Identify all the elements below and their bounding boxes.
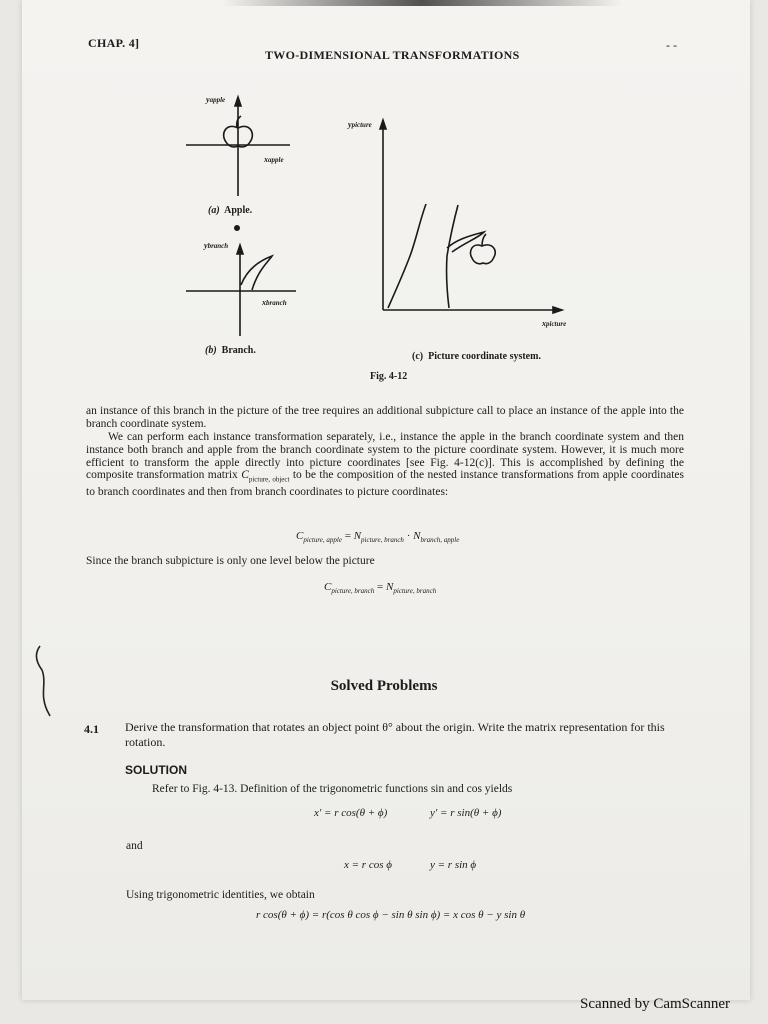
tree-trunk-left bbox=[388, 204, 426, 308]
picture-y-label: ypicture bbox=[348, 120, 372, 129]
paragraph-3: Since the branch subpicture is only one level below the picture bbox=[86, 555, 375, 567]
paragraph-2: We can perform each instance transformation separately, i.e., instance the apple in the branch coordinate system and then instance both branch and apple from the branch coordinate system to the picture coordinate system. However, it is much more efficient to transform the apple directly into picture coordinates [see Fig. 4-12(c)]. This is accomplished by defining the composite transformation matrix $C_{picture, object}$ to be the composition of the nested instance transformations from apple coordinates to branch coordinates and then from branch coordinates to picture coordinates: bbox=[86, 431, 684, 499]
equation-identity: r cos(θ + ϕ) = r(cos θ cos ϕ − sin θ sin ϕ) = x cos θ − y sin θ bbox=[256, 909, 526, 921]
equation-original-x: x = r cos ϕ bbox=[344, 859, 392, 871]
apple-y-arrow bbox=[235, 97, 241, 106]
picture-x-label: xpicture bbox=[542, 319, 567, 328]
picture-x-arrow bbox=[553, 307, 562, 313]
apple-x-label: xapple bbox=[264, 155, 284, 164]
caption-b: (b) Branch. bbox=[205, 345, 256, 356]
paragraph-1: an instance of this branch in the picture of the tree requires an additional subpicture call to place an instance of the apple into the branch coordinate system. bbox=[86, 405, 684, 430]
section-title: Solved Problems bbox=[330, 678, 438, 694]
branch-y-label: ybranch bbox=[204, 241, 229, 250]
figure-4-12-drawing bbox=[0, 0, 768, 400]
equation-branch: $C_{picture, branch} = N_{picture, branch}$ bbox=[324, 581, 437, 596]
running-title: TWO-DIMENSIONAL TRANSFORMATIONS bbox=[265, 48, 520, 62]
picture-y-arrow bbox=[380, 120, 386, 129]
equation-rotated-x: x′ = r cos(θ + ϕ) bbox=[314, 807, 388, 819]
branch-shape bbox=[241, 256, 272, 290]
solution-line-1: Refer to Fig. 4-13. Definition of the trigonometric functions sin and cos yields bbox=[152, 783, 513, 795]
solution-label: SOLUTION bbox=[125, 763, 187, 777]
solution-line-2: Using trigonometric identities, we obtain bbox=[126, 889, 315, 901]
figure-label: Fig. 4-12 bbox=[370, 371, 408, 382]
scanner-watermark: Scanned by CamScanner bbox=[580, 996, 730, 1012]
equation-original-y: y = r sin ϕ bbox=[430, 859, 477, 871]
caption-a: (a) Apple. bbox=[208, 205, 253, 216]
problem-statement: Derive the transformation that rotates an object point θ° about the origin. Write the matrix representation for this rotation. bbox=[125, 720, 665, 749]
branch-y-arrow bbox=[237, 245, 243, 254]
bullet-dot bbox=[234, 225, 240, 231]
tree-branch bbox=[447, 232, 484, 252]
tree-apple bbox=[470, 245, 495, 264]
tree-trunk-right bbox=[447, 205, 458, 308]
caption-c: (c) Picture coordinate system. bbox=[412, 351, 541, 362]
problem-number: 4.1 bbox=[84, 722, 99, 736]
branch-x-label: xbranch bbox=[262, 298, 287, 307]
and-word: and bbox=[126, 840, 143, 852]
header-dashes: - - bbox=[666, 38, 677, 52]
equation-rotated-y: y′ = r sin(θ + ϕ) bbox=[430, 807, 502, 819]
apple-y-label: yapple bbox=[206, 95, 226, 104]
equation-composite: $C_{picture, apple} = N_{picture, branch} \cdot N_{branch, apple}$ bbox=[296, 530, 460, 545]
chapter-label: CHAP. 4] bbox=[88, 36, 140, 50]
